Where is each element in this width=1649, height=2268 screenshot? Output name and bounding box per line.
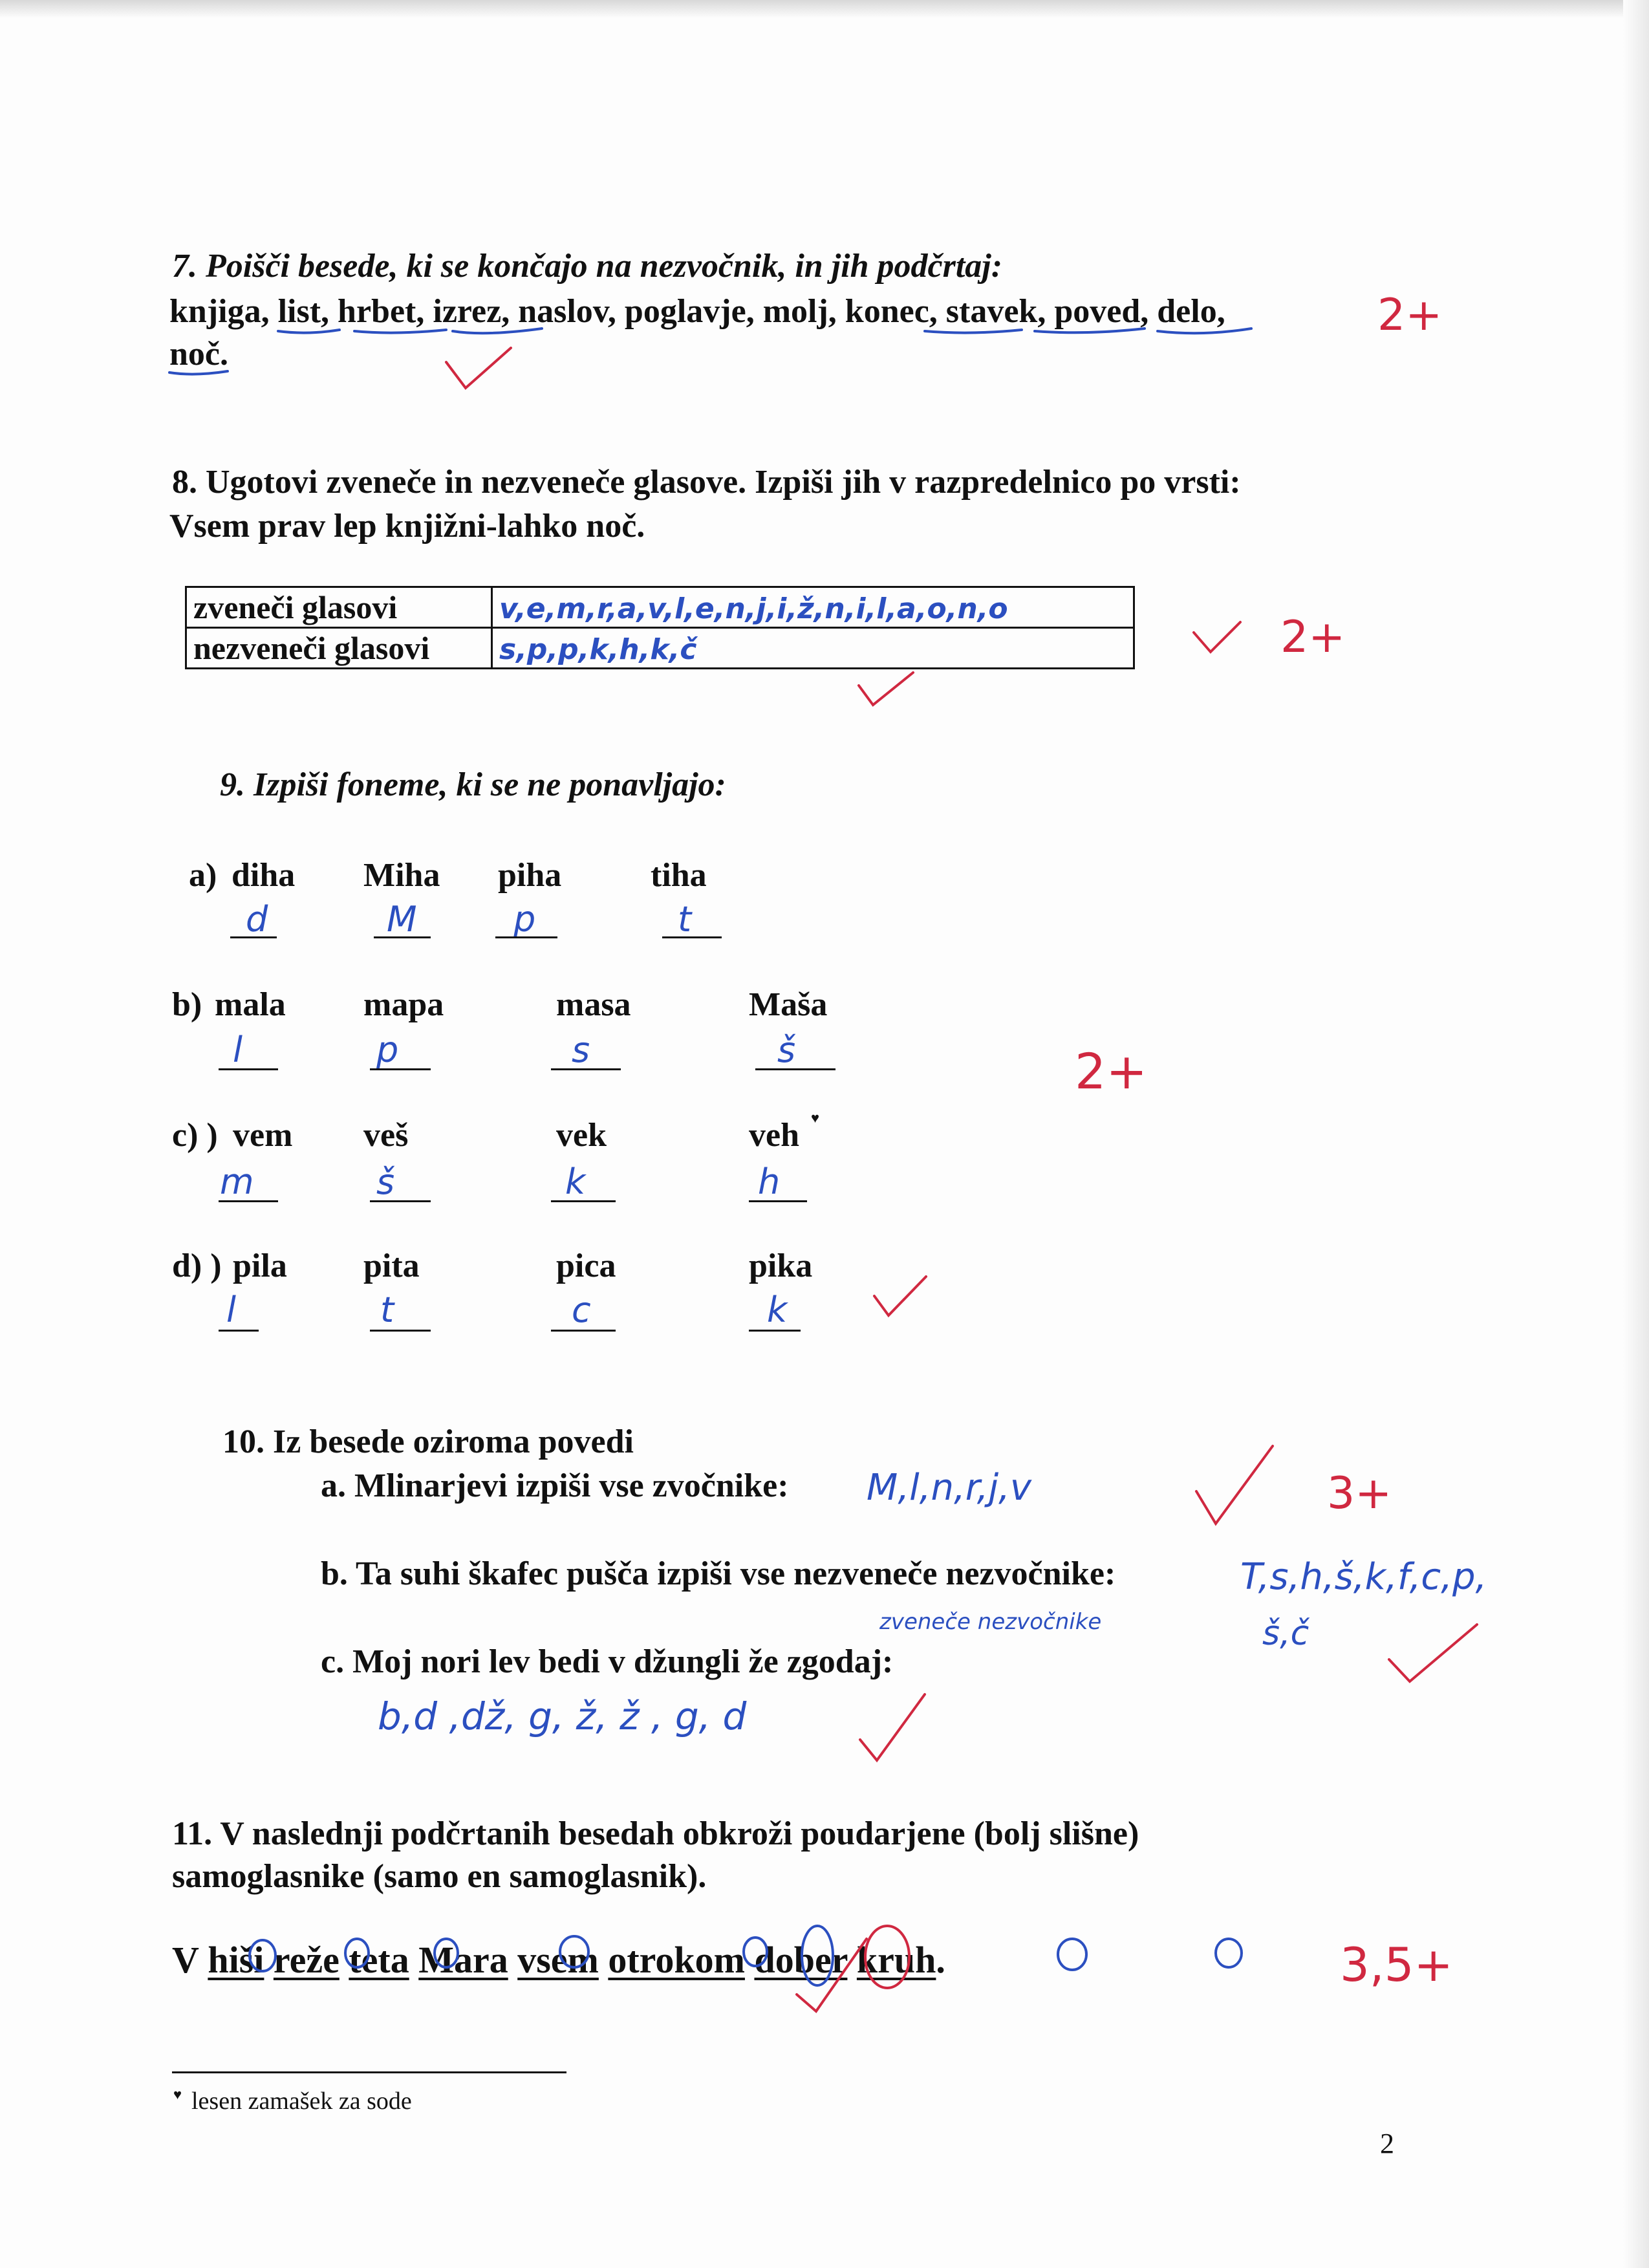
q10-b-answer: T,s,h,š,k,f,c,p,: [1240, 1556, 1487, 1598]
q8-score: 2+: [1280, 612, 1346, 663]
q9-a-word-4: tiha: [651, 857, 707, 894]
q9-score: 2+: [1075, 1042, 1148, 1100]
q9-c-word-4: veh: [749, 1117, 799, 1154]
q9-c-word-3: vek: [556, 1117, 607, 1154]
q9-d-answer-2: t: [380, 1290, 394, 1330]
q11-circle-otrokom: [802, 1926, 833, 1985]
q11-word-reze: reže: [273, 1939, 339, 1981]
q11-word-hisi: hiši: [208, 1939, 264, 1981]
q11-word-v: V: [172, 1939, 199, 1981]
q10-b-note: zveneče nezvočnike: [879, 1609, 1102, 1635]
q9-a-answer-4: t: [678, 899, 692, 940]
q9-b-answer-1: l: [233, 1030, 243, 1070]
q8-row2-check-icon: [859, 673, 913, 705]
q9-d-word-3: pica: [556, 1247, 616, 1284]
q9-b-word-4: Maša: [749, 986, 828, 1023]
q9-a-word-3: piha: [498, 857, 562, 894]
q9-b-word-3: masa: [556, 986, 631, 1023]
q11-word-dober: dober: [754, 1939, 848, 1981]
q7-underline-poved: [1158, 329, 1251, 333]
q10-b-check-icon: [1389, 1625, 1477, 1681]
voiceless-label: nezveneči glasovi: [186, 628, 492, 669]
q9-c-footnote-marker: ♥: [811, 1110, 820, 1126]
q11-word-vsem: vsem: [517, 1939, 599, 1981]
q9-d-answer-4: k: [767, 1290, 788, 1330]
q9-d-word-4: pika: [749, 1247, 813, 1284]
q9-title: 9. Izpiši foneme, ki se ne ponavljajo:: [220, 766, 726, 803]
q10-a-label: a. Mlinarjevi izpiši vse zvočnike:: [321, 1467, 789, 1504]
q11-circle-mara: [560, 1936, 588, 1967]
q8-row1-check-icon: [1194, 622, 1240, 652]
q9-a-answer-2: M: [387, 899, 417, 940]
q11-period: .: [936, 1939, 945, 1981]
q10-b-answer2: š,č: [1262, 1614, 1310, 1653]
q9-a-prefix: a): [189, 857, 217, 894]
q9-d-answer-3: c: [572, 1290, 591, 1330]
q11-circle-vsem: [744, 1938, 767, 1966]
q11-circle-otrokom-red: [865, 1926, 909, 1988]
q7-underline-stavek: [1035, 329, 1145, 332]
q7-words-line2: noč.: [169, 336, 228, 373]
q7-underline-noc: [169, 371, 228, 374]
q9-b-word-2: mapa: [363, 986, 444, 1023]
q10-title: 10. Iz besede oziroma povedi: [222, 1423, 634, 1460]
q9-c-answer-3: k: [565, 1161, 586, 1202]
q11-circle-hisi: [250, 1940, 275, 1971]
q11-score: 3,5+: [1340, 1938, 1453, 1992]
q9-c-word-1: vem: [233, 1117, 293, 1154]
page-number: 2: [1380, 2128, 1394, 2159]
q8-sentence: Vsem prav lep knjižni-lahko noč.: [169, 508, 645, 545]
q9-c-answer-2: š: [376, 1161, 395, 1202]
q9-c-answer-4: h: [758, 1161, 781, 1202]
q11-word-kruh: kruh: [856, 1939, 936, 1981]
q11-word-otrokom: otrokom: [608, 1939, 745, 1981]
q7-check-icon: [446, 348, 511, 388]
q9-a-answer-3: p: [513, 899, 536, 940]
q10-a-score: 3+: [1327, 1468, 1392, 1519]
q9-a-word-2: Miha: [363, 857, 440, 894]
q11-circle-dober: [1058, 1939, 1086, 1970]
q11-word-teta: teta: [349, 1939, 409, 1981]
q10-a-answer: M,l,n,r,j,v: [867, 1467, 1031, 1509]
q9-d-word-2: pita: [363, 1247, 420, 1284]
q11-circle-reze: [345, 1939, 369, 1967]
q9-d-answer-1: l: [226, 1290, 237, 1330]
q10-b-label: b. Ta suhi škafec pušča izpiši vse nezveneče nezvočnike:: [321, 1555, 1116, 1592]
q10-a-check-icon: [1196, 1446, 1273, 1524]
q9-b-answer-3: s: [572, 1030, 590, 1070]
q11-circle-kruh: [1216, 1939, 1242, 1967]
q9-d-prefix: d) ): [172, 1247, 222, 1284]
q9-a-answer-1: d: [246, 899, 268, 940]
footnote-text: lesen zamašek za sode: [191, 2088, 412, 2115]
q9-b-answer-4: š: [777, 1030, 796, 1070]
q11-word-mara: Mara: [418, 1939, 508, 1981]
q7-underline-hrbet: [354, 330, 446, 333]
q7-score: 2+: [1377, 290, 1443, 341]
voiced-answer: v,e,m,r,a,v,l,e,n,j,i,ž,n,i,l,a,o,n,o: [499, 592, 1008, 625]
footnote-marker: ♥: [173, 2086, 182, 2102]
q7-underline-izrez: [453, 329, 542, 333]
q11-title-line2: samoglasnike (samo en samoglasnik).: [172, 1858, 707, 1895]
q7-words-line1: knjiga, list, hrbet, izrez, naslov, poglavje, molj, konec, stavek, poved, delo,: [169, 293, 1225, 330]
q9-c-answer-1: m: [220, 1161, 254, 1202]
q10-c-label: c. Moj nori lev bedi v džungli že zgodaj:: [321, 1643, 894, 1680]
q8-title: 8. Ugotovi zveneče in nezveneče glasove. Izpiši jih v razpredelnico po vrsti:: [172, 464, 1241, 501]
q9-b-prefix: b): [172, 986, 202, 1023]
q7-title: 7. Poišči besede, ki se končajo na nezvočnik, in jih podčrtaj:: [172, 248, 1003, 285]
q9-c-word-2: veš: [363, 1117, 409, 1154]
q7-underline-konec: [925, 330, 1022, 333]
q9-b-answer-2: p: [376, 1030, 399, 1070]
q9-c-prefix: c) ): [172, 1117, 218, 1154]
q11-title-line1: 11. V naslednji podčrtanih besedah obkroži poudarjene (bolj slišne): [172, 1815, 1139, 1852]
q9-a-word-1: diha: [232, 857, 296, 894]
q10-c-answer: b,d ,dž, g, ž, ž , g, d: [378, 1694, 747, 1738]
q9-b-word-1: mala: [215, 986, 286, 1023]
q10-c-check-icon: [860, 1694, 925, 1760]
q9-check-icon: [874, 1277, 926, 1315]
q11-circle-teta: [435, 1939, 458, 1967]
q7-underline-list: [278, 330, 339, 333]
q9-d-word-1: pila: [233, 1247, 287, 1284]
voiced-label: zveneči glasovi: [186, 587, 492, 628]
voiceless-answer: s,p,p,k,h,k,č: [499, 633, 697, 666]
